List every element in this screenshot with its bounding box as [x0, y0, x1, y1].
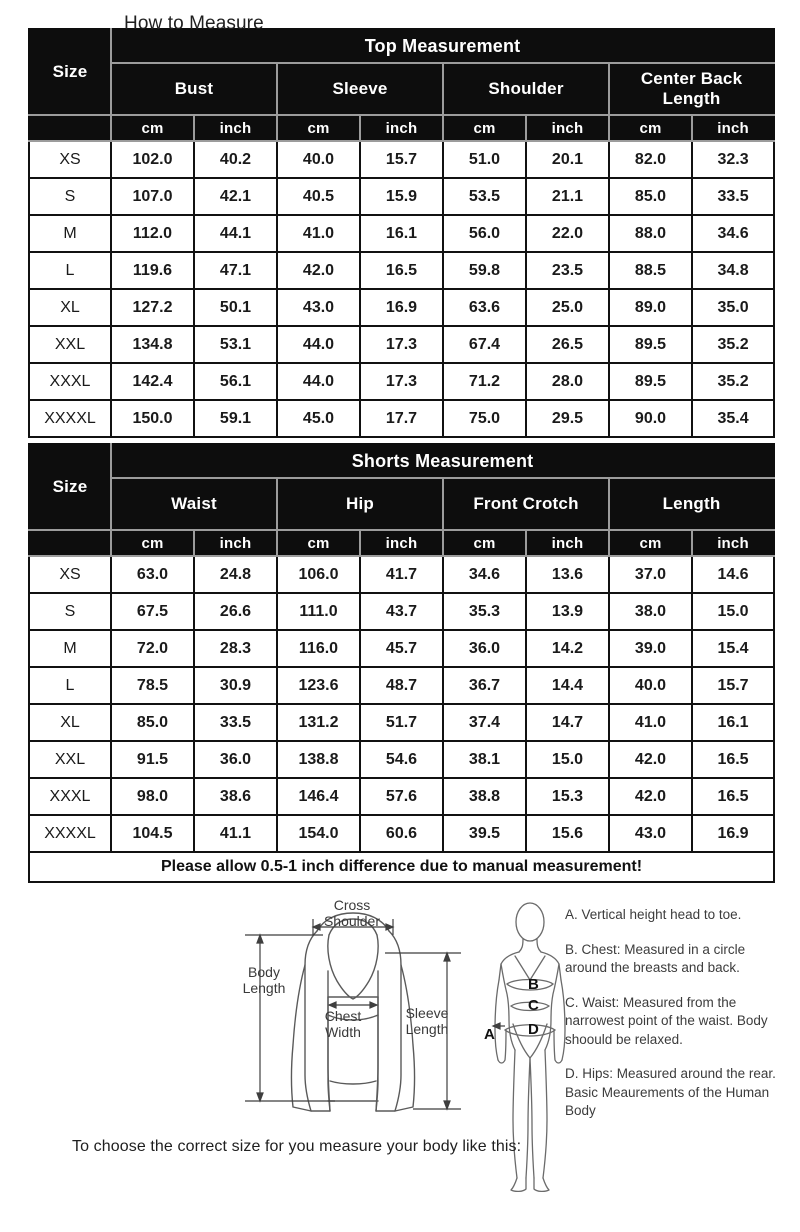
- unit-header-shoulder-cm: cm: [443, 115, 526, 141]
- cell-value: 22.0: [526, 215, 609, 252]
- cell-value: 53.1: [194, 326, 277, 363]
- figure-letter-a: A: [484, 1026, 495, 1043]
- cell-value: 40.0: [277, 141, 360, 178]
- cell-value: 37.4: [443, 704, 526, 741]
- cell-value: 123.6: [277, 667, 360, 704]
- cell-value: 14.2: [526, 630, 609, 667]
- cell-value: 35.2: [692, 326, 774, 363]
- cell-value: 107.0: [111, 178, 194, 215]
- cell-value: 35.0: [692, 289, 774, 326]
- cell-value: 16.5: [692, 778, 774, 815]
- cell-value: 56.1: [194, 363, 277, 400]
- figure-letter-b: B: [528, 976, 539, 993]
- row-size-label: XL: [29, 704, 111, 741]
- size-header-spacer: [29, 530, 111, 556]
- cell-value: 23.5: [526, 252, 609, 289]
- table-row: [29, 556, 774, 593]
- shorts-measurement-table-wrapper: [28, 443, 773, 883]
- cell-value: 154.0: [277, 815, 360, 852]
- group-header-shoulder: Shoulder: [443, 63, 609, 115]
- table-row: [29, 215, 774, 252]
- unit-header-sleeve-inch: inch: [360, 115, 443, 141]
- definition-b-key: B.: [565, 941, 578, 957]
- cell-value: 44.0: [277, 326, 360, 363]
- cell-value: 15.9: [360, 178, 443, 215]
- top-measurement-title: Top Measurement: [111, 29, 774, 63]
- cell-value: 36.7: [443, 667, 526, 704]
- row-size-label: XXL: [29, 326, 111, 363]
- cell-value: 13.6: [526, 556, 609, 593]
- cell-value: 56.0: [443, 215, 526, 252]
- cell-value: 16.5: [692, 741, 774, 778]
- cell-value: 28.3: [194, 630, 277, 667]
- cell-value: 28.0: [526, 363, 609, 400]
- cell-value: 47.1: [194, 252, 277, 289]
- cell-value: 15.6: [526, 815, 609, 852]
- cell-value: 138.8: [277, 741, 360, 778]
- cell-value: 41.1: [194, 815, 277, 852]
- group-header-hip: Hip: [277, 478, 443, 530]
- cell-value: 90.0: [609, 400, 692, 437]
- cell-value: 75.0: [443, 400, 526, 437]
- cell-value: 42.0: [277, 252, 360, 289]
- cell-value: 16.9: [360, 289, 443, 326]
- table-row: [29, 178, 774, 215]
- cell-value: 150.0: [111, 400, 194, 437]
- cell-value: 53.5: [443, 178, 526, 215]
- cell-value: 17.7: [360, 400, 443, 437]
- unit-header-hip-inch: inch: [360, 530, 443, 556]
- cell-value: 43.0: [277, 289, 360, 326]
- how-to-measure-title: How to Measure: [124, 13, 264, 34]
- cell-value: 26.6: [194, 593, 277, 630]
- unit-header-sleeve-cm: cm: [277, 115, 360, 141]
- cell-value: 102.0: [111, 141, 194, 178]
- cell-value: 42.0: [609, 741, 692, 778]
- row-size-label: XXXXL: [29, 815, 111, 852]
- figure-letter-d: D: [528, 1021, 539, 1038]
- cell-value: 34.8: [692, 252, 774, 289]
- cell-value: 88.0: [609, 215, 692, 252]
- cell-value: 116.0: [277, 630, 360, 667]
- cell-value: 127.2: [111, 289, 194, 326]
- row-size-label: XXXXL: [29, 400, 111, 437]
- cell-value: 131.2: [277, 704, 360, 741]
- cell-value: 13.9: [526, 593, 609, 630]
- table-row: [29, 252, 774, 289]
- definition-d: [565, 1065, 790, 1121]
- table-header-row-units: [29, 115, 774, 141]
- size-column-header: Size: [29, 29, 111, 115]
- table-row: [29, 778, 774, 815]
- cell-value: 59.8: [443, 252, 526, 289]
- table-row: [29, 363, 774, 400]
- cell-value: 33.5: [194, 704, 277, 741]
- cell-value: 44.1: [194, 215, 277, 252]
- label-sleeve-length: Sleeve Length: [405, 1005, 449, 1037]
- cell-value: 40.2: [194, 141, 277, 178]
- manual-measurement-note: Please allow 0.5-1 inch difference due to manual measurement!: [29, 852, 774, 882]
- row-size-label: M: [29, 215, 111, 252]
- group-header-bust: Bust: [111, 63, 277, 115]
- cell-value: 41.0: [277, 215, 360, 252]
- cell-value: 37.0: [609, 556, 692, 593]
- cell-value: 35.2: [692, 363, 774, 400]
- cell-value: 60.6: [360, 815, 443, 852]
- cell-value: 38.6: [194, 778, 277, 815]
- cell-value: 17.3: [360, 363, 443, 400]
- cell-value: 63.0: [111, 556, 194, 593]
- group-header-waist: Waist: [111, 478, 277, 530]
- row-size-label: XS: [29, 141, 111, 178]
- unit-header-crotch-inch: inch: [526, 530, 609, 556]
- cell-value: 16.9: [692, 815, 774, 852]
- cell-value: 42.0: [609, 778, 692, 815]
- cell-value: 34.6: [692, 215, 774, 252]
- cell-value: 34.6: [443, 556, 526, 593]
- cell-value: 35.3: [443, 593, 526, 630]
- cell-value: 89.5: [609, 326, 692, 363]
- group-header-center-back-length: Center Back Length: [609, 63, 774, 115]
- cell-value: 40.5: [277, 178, 360, 215]
- cell-value: 67.4: [443, 326, 526, 363]
- unit-header-length-inch: inch: [692, 530, 774, 556]
- cell-value: 15.7: [360, 141, 443, 178]
- cell-value: 21.1: [526, 178, 609, 215]
- row-size-label: L: [29, 252, 111, 289]
- shorts-measurement-title: Shorts Measurement: [111, 444, 774, 478]
- row-size-label: XXXL: [29, 778, 111, 815]
- unit-header-hip-cm: cm: [277, 530, 360, 556]
- definition-c-key: C.: [565, 994, 579, 1010]
- cell-value: 35.4: [692, 400, 774, 437]
- cell-value: 14.4: [526, 667, 609, 704]
- row-size-label: M: [29, 630, 111, 667]
- cell-value: 14.6: [692, 556, 774, 593]
- row-size-label: XL: [29, 289, 111, 326]
- unit-header-bust-cm: cm: [111, 115, 194, 141]
- cell-value: 15.7: [692, 667, 774, 704]
- row-size-label: S: [29, 593, 111, 630]
- cell-value: 106.0: [277, 556, 360, 593]
- cell-value: 43.7: [360, 593, 443, 630]
- cell-value: 15.4: [692, 630, 774, 667]
- size-header-spacer: [29, 115, 111, 141]
- table-header-row-groups: [29, 63, 774, 115]
- group-header-length: Length: [609, 478, 774, 530]
- table-header-row-title: [29, 444, 774, 478]
- definition-c-text: Waist: Measured from the narrowest point of the waist. Body shoould be relaxed.: [565, 994, 768, 1047]
- cell-value: 25.0: [526, 289, 609, 326]
- cell-value: 42.1: [194, 178, 277, 215]
- label-cross-shoulder: Cross Shoulder: [323, 897, 381, 929]
- table-row: [29, 400, 774, 437]
- table-row: [29, 326, 774, 363]
- table-header-row-units: [29, 530, 774, 556]
- row-size-label: XS: [29, 556, 111, 593]
- figure-letter-c: C: [528, 997, 539, 1014]
- cell-value: 91.5: [111, 741, 194, 778]
- unit-header-bust-inch: inch: [194, 115, 277, 141]
- label-body-length: Body Length: [242, 964, 286, 996]
- row-size-label: S: [29, 178, 111, 215]
- cell-value: 15.0: [526, 741, 609, 778]
- cell-value: 33.5: [692, 178, 774, 215]
- cell-value: 36.0: [443, 630, 526, 667]
- cell-value: 146.4: [277, 778, 360, 815]
- cell-value: 119.6: [111, 252, 194, 289]
- cell-value: 17.3: [360, 326, 443, 363]
- cell-value: 40.0: [609, 667, 692, 704]
- table-row: [29, 593, 774, 630]
- cell-value: 24.8: [194, 556, 277, 593]
- cell-value: 63.6: [443, 289, 526, 326]
- row-size-label: XXXL: [29, 363, 111, 400]
- cell-value: 16.1: [360, 215, 443, 252]
- table-row: [29, 815, 774, 852]
- unit-header-shoulder-inch: inch: [526, 115, 609, 141]
- definition-a-text: Vertical height head to toe.: [581, 907, 742, 922]
- cell-value: 29.5: [526, 400, 609, 437]
- cell-value: 51.7: [360, 704, 443, 741]
- definition-a: [565, 906, 790, 925]
- cell-value: 134.8: [111, 326, 194, 363]
- table-row: [29, 667, 774, 704]
- cell-value: 112.0: [111, 215, 194, 252]
- cell-value: 67.5: [111, 593, 194, 630]
- cell-value: 38.1: [443, 741, 526, 778]
- label-chest-width: Chest Width: [324, 1008, 362, 1040]
- definition-d-key: D.: [565, 1066, 579, 1081]
- definition-b-text: Chest: Measured in a circle around the breasts and back.: [565, 941, 746, 975]
- choose-correct-size-instruction: To choose the correct size for you measure your body like this:: [72, 1138, 522, 1155]
- cell-value: 59.1: [194, 400, 277, 437]
- cell-value: 89.5: [609, 363, 692, 400]
- cell-value: 142.4: [111, 363, 194, 400]
- cell-value: 45.0: [277, 400, 360, 437]
- cell-value: 85.0: [609, 178, 692, 215]
- row-size-label: L: [29, 667, 111, 704]
- table-row: [29, 141, 774, 178]
- cell-value: 72.0: [111, 630, 194, 667]
- unit-header-length-cm: cm: [609, 530, 692, 556]
- cell-value: 36.0: [194, 741, 277, 778]
- table-header-row-groups: [29, 478, 774, 530]
- definition-a-key: A.: [565, 907, 578, 922]
- cell-value: 89.0: [609, 289, 692, 326]
- table-row: [29, 704, 774, 741]
- cell-value: 43.0: [609, 815, 692, 852]
- cell-value: 20.1: [526, 141, 609, 178]
- cell-value: 14.7: [526, 704, 609, 741]
- cell-value: 111.0: [277, 593, 360, 630]
- unit-header-cbl-inch: inch: [692, 115, 774, 141]
- cell-value: 15.0: [692, 593, 774, 630]
- cell-value: 41.0: [609, 704, 692, 741]
- definition-d-text: Hips: Measured around the rear. Basic Meaurements of the Human Body: [565, 1066, 776, 1118]
- cell-value: 15.3: [526, 778, 609, 815]
- cell-value: 51.0: [443, 141, 526, 178]
- row-size-label: XXL: [29, 741, 111, 778]
- cell-value: 78.5: [111, 667, 194, 704]
- cell-value: 39.5: [443, 815, 526, 852]
- cell-value: 39.0: [609, 630, 692, 667]
- cell-value: 57.6: [360, 778, 443, 815]
- unit-header-waist-cm: cm: [111, 530, 194, 556]
- cell-value: 41.7: [360, 556, 443, 593]
- table-footer-row: [29, 852, 774, 882]
- definition-b: [565, 941, 790, 978]
- cell-value: 26.5: [526, 326, 609, 363]
- cell-value: 38.8: [443, 778, 526, 815]
- cell-value: 85.0: [111, 704, 194, 741]
- unit-header-cbl-cm: cm: [609, 115, 692, 141]
- cell-value: 82.0: [609, 141, 692, 178]
- cell-value: 16.1: [692, 704, 774, 741]
- cell-value: 16.5: [360, 252, 443, 289]
- unit-header-waist-inch: inch: [194, 530, 277, 556]
- cell-value: 50.1: [194, 289, 277, 326]
- group-header-front-crotch: Front Crotch: [443, 478, 609, 530]
- top-measurement-table: [28, 28, 775, 438]
- table-row: [29, 289, 774, 326]
- cell-value: 32.3: [692, 141, 774, 178]
- cell-value: 104.5: [111, 815, 194, 852]
- top-measurement-table-wrapper: [28, 28, 773, 438]
- shorts-measurement-table: [28, 443, 775, 883]
- table-row: [29, 630, 774, 667]
- measurement-definitions-list: [565, 906, 790, 1137]
- table-row: [29, 741, 774, 778]
- cell-value: 45.7: [360, 630, 443, 667]
- unit-header-crotch-cm: cm: [443, 530, 526, 556]
- cell-value: 48.7: [360, 667, 443, 704]
- definition-c: [565, 994, 790, 1050]
- cell-value: 54.6: [360, 741, 443, 778]
- cell-value: 44.0: [277, 363, 360, 400]
- cell-value: 88.5: [609, 252, 692, 289]
- cell-value: 98.0: [111, 778, 194, 815]
- cell-value: 38.0: [609, 593, 692, 630]
- cell-value: 30.9: [194, 667, 277, 704]
- group-header-sleeve: Sleeve: [277, 63, 443, 115]
- cell-value: 71.2: [443, 363, 526, 400]
- size-column-header: Size: [29, 444, 111, 530]
